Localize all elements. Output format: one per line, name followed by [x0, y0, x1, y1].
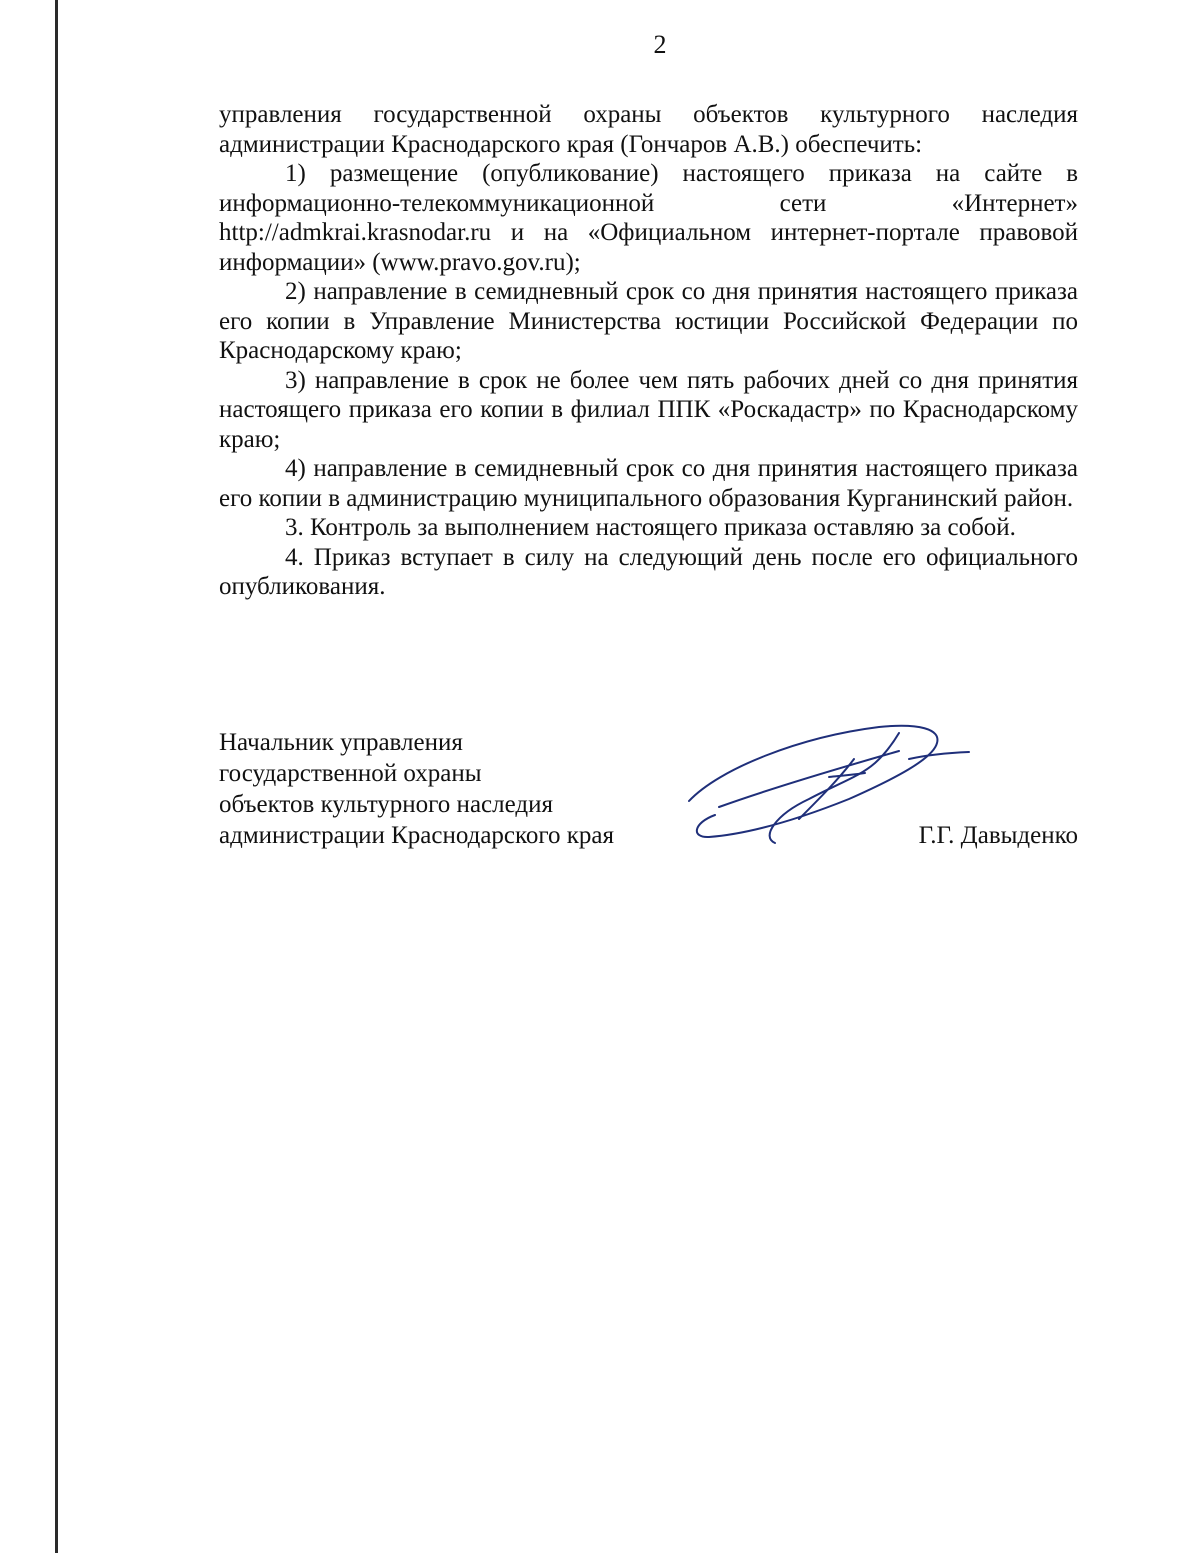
paragraph-item-1: 1) размещение (опубликование) настоящего приказа на сайте в информационно-телекоммуникационной сети «Интернет» http://admkrai.krasnodar.ru и на «Официальном интернет-портале правовой информации» (www.pravo.gov.ru);	[219, 160, 1078, 276]
document-body	[219, 100, 1078, 602]
signer-title-line: Начальник управления	[219, 729, 463, 756]
signer-title-line: администрации Краснодарского края	[219, 822, 615, 849]
signer-title-line: объектов культурного наследия	[219, 791, 553, 818]
scan-edge	[55, 0, 58, 1553]
paragraph-intro: управления государственной охраны объектов культурного наследия администрации Краснодарского края (Гончаров А.В.) обеспечить:	[219, 101, 1078, 158]
paragraph-item-3: 3) направление в срок не более чем пять рабочих дней со дня принятия настоящего приказа его копии в филиал ППК «Роскадастр» по Краснодарскому краю;	[219, 366, 1078, 453]
paragraph-item-2: 2) направление в семидневный срок со дня принятия настоящего приказа его копии в Управление Министерства юстиции Российской Федерации по Краснодарскому краю;	[219, 278, 1078, 364]
paragraph-item-4: 4) направление в семидневный срок со дня принятия настоящего приказа его копии в администрацию муниципального образования Курганинский район.	[219, 455, 1078, 512]
signer-name: Г.Г. Давыденко	[918, 822, 1078, 849]
signature-block	[219, 727, 1078, 857]
paragraph-clause-3: 3. Контроль за выполнением настоящего приказа оставляю за собой.	[285, 514, 1016, 541]
signer-title-line: государственной охраны	[219, 760, 482, 787]
page-number: 2	[653, 30, 667, 59]
paragraph-clause-4: 4. Приказ вступает в силу на следующий день после его официального опубликования.	[219, 543, 1078, 600]
